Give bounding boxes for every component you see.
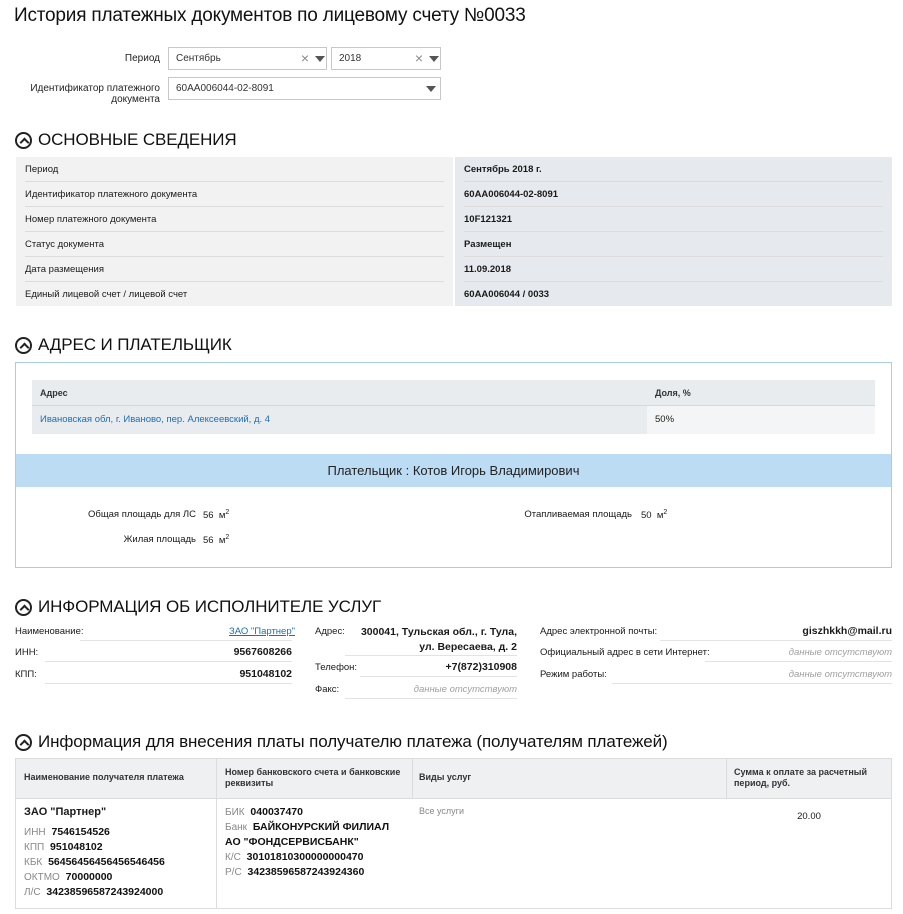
clear-icon[interactable]: × [414,50,424,66]
col-share-header: Доля, % [655,388,691,398]
main-info-label: Единый лицевой счет / лицевой счет [25,289,188,300]
provider-website-value: данные отсутствуют [788,647,892,658]
col-recipient-header: Наименование получателя платежа [24,772,184,782]
address-table [32,380,875,434]
share-value: 50% [655,414,675,425]
doc-id-select-value: 60АА006044-02-8091 [176,83,274,94]
doc-id-label-line2: документа [111,94,160,105]
main-info-value: 60АА006044-02-8091 [464,182,883,207]
provider-address-value [345,625,517,655]
col-bank-header: Номер банковского счета и банковские реквизиты [225,767,401,788]
recipient-details: ИНН 7546154526 КПП 951048102 КБК 56456456456456546456 ОКТМО 70000000 Л/С 34238596587243924000 [24,826,165,898]
chevron-down-icon[interactable] [315,56,325,62]
heated-area-label: Отапливаемая площадь [524,509,632,520]
doc-id-select[interactable] [168,77,441,100]
year-select[interactable] [331,47,441,70]
col-amount-header: Сумма к оплате за расчетный период, руб. [734,767,867,788]
provider-kpp-label: КПП: [15,669,37,680]
payment-table [15,758,892,909]
provider-fax-label: Факс: [315,684,340,695]
total-area-label: Общая площадь для ЛС [88,509,196,520]
clear-icon[interactable]: × [300,50,310,66]
main-info-labels [16,157,453,306]
provider-email-value: giszhkkh@mail.ru [802,625,892,637]
address-link[interactable]: Ивановская обл, г. Иваново, пер. Алексеевский, д. 4 [40,414,271,425]
address-payer-title: АДРЕС И ПЛАТЕЛЬЩИК [38,335,232,354]
provider-hours-value: данные отсутствуют [788,669,892,680]
provider-title: ИНФОРМАЦИЯ ОБ ИСПОЛНИТЕЛЕ УСЛУГ [38,597,382,616]
provider-email-label: Адрес электронной почты: [540,626,658,637]
chevron-down-icon[interactable] [426,86,436,92]
provider-address-line2: ул. Вересаева, д. 2 [419,641,517,653]
main-info-label: Статус документа [25,232,444,257]
provider-phone-label: Телефон: [315,662,358,673]
collapse-icon[interactable] [15,132,32,149]
period-label: Период [124,53,160,64]
living-area-label: Жилая площадь [123,534,196,545]
provider-website-label: Официальный адрес в сети Интернет: [540,647,710,658]
amount-value: 20.00 [797,811,821,822]
heated-area-value: 50 $м^2$ [641,509,668,522]
main-info-value: 10F121321 [464,207,883,232]
collapse-icon[interactable] [15,337,32,354]
col-services-header: Виды услуг [419,772,472,782]
doc-id-label-line1: Идентификатор платежного [30,83,160,94]
payment-table-header [16,759,891,799]
main-info-label: Номер платежного документа [25,207,444,232]
payment-header[interactable] [15,731,668,753]
recipient-name: ЗАО "Партнер" [24,806,107,818]
bank-details: БИК 040037470 Банк БАЙКОНУРСКИЙ ФИЛИАЛ АО "ФОНДСЕРВИСБАНК" К/С 30101810300000000470 Р/С 34238596587243924360 [225,806,390,878]
col-address-header: Адрес [40,388,68,398]
main-info-value: Сентябрь 2018 г. [464,157,883,182]
provider-inn-label: ИНН: [15,647,39,658]
provider-header[interactable] [15,596,381,618]
main-info-values [455,157,892,306]
main-info-value: Размещен [464,232,883,257]
collapse-icon[interactable] [15,599,32,616]
services-value: Все услуги [419,806,464,816]
provider-name-link[interactable]: ЗАО "Партнер" [229,626,295,637]
payer-bar: Плательщик : Котов Игорь Владимирович [16,454,891,487]
provider-address-line1: 300041, Тульская обл., г. Тула, [360,626,517,638]
chevron-down-icon[interactable] [429,56,439,62]
main-info-value: 60АА006044 / 0033 [464,289,550,300]
main-info-title: ОСНОВНЫЕ СВЕДЕНИЯ [38,130,237,149]
living-area-value: 56 $м^2$ [203,534,230,547]
page-title: История платежных документов по лицевому счету №0033 [14,5,526,26]
main-info-header[interactable] [15,129,237,151]
month-select-value: Сентябрь [176,53,221,64]
total-area-value: 56 $м^2$ [203,509,230,522]
provider-name-label: Наименование: [15,626,84,637]
provider-fax-value: данные отсутствуют [413,684,517,695]
provider-phone-value: +7(872)310908 [445,661,517,673]
main-info-value: 11.09.2018 [464,257,883,282]
address-payer-box [15,362,892,568]
provider-inn-value: 9567608266 [233,646,292,658]
month-select[interactable] [168,47,327,70]
collapse-icon[interactable] [15,734,32,751]
provider-hours-label: Режим работы: [540,669,607,680]
doc-id-label [20,83,160,105]
main-info-label: Период [25,157,444,182]
year-select-value: 2018 [339,53,362,64]
main-info-label: Идентификатор платежного документа [25,182,444,207]
address-payer-header[interactable] [15,334,232,356]
payment-title: Информация для внесения платы получателю платежа (получателям платежей) [38,732,668,751]
provider-kpp-value: 951048102 [239,668,292,680]
main-info-label: Дата размещения [25,257,444,282]
provider-address-label: Адрес: [315,626,345,637]
